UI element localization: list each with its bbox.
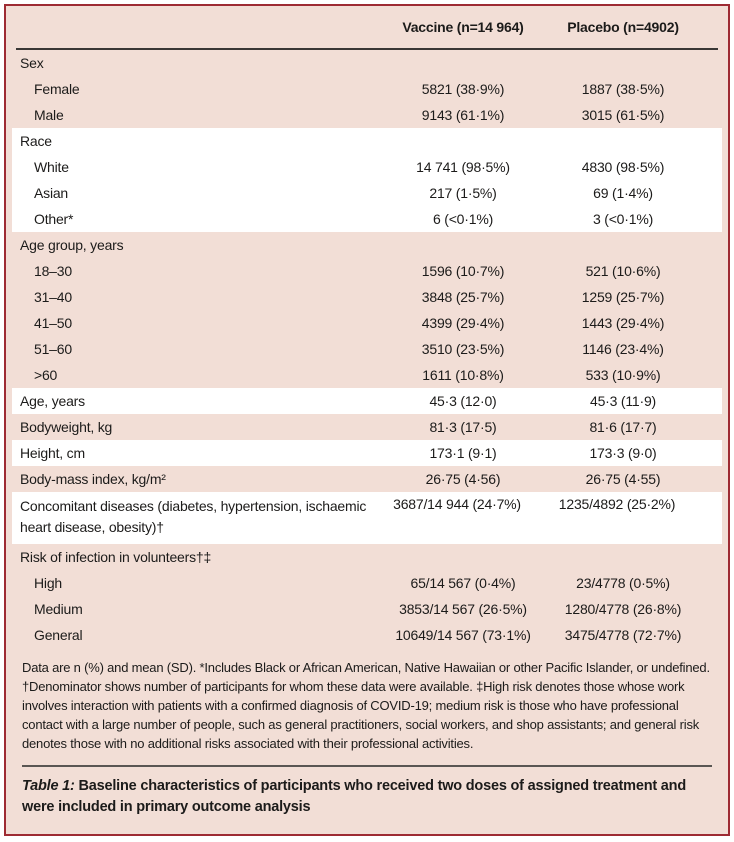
placebo-value: 533 (10·9%)	[585, 366, 661, 383]
table-row	[12, 310, 722, 336]
row-label: Age group, years	[20, 236, 124, 253]
placebo-value: 69 (1·4%)	[593, 184, 653, 201]
row-label: 41–50	[34, 314, 72, 331]
caption-table-number: Table 1:	[22, 778, 75, 794]
vaccine-value: 173·1 (9·1)	[429, 444, 497, 461]
row-label: Concomitant diseases (diabetes, hypertension, ischaemic heart disease, obesity)†	[20, 498, 367, 535]
table-row	[12, 596, 722, 622]
placebo-value: 3475/4778 (72·7%)	[564, 626, 682, 643]
vaccine-value: 6 (<0·1%)	[432, 210, 494, 227]
row-label: 51–60	[34, 340, 72, 357]
row-label: Race	[20, 132, 52, 149]
vaccine-value: 1596 (10·7%)	[421, 262, 505, 279]
placebo-value: 521 (10·6%)	[585, 262, 661, 279]
table-rows	[12, 50, 722, 648]
table-row	[12, 362, 722, 388]
placebo-value: 173·3 (9·0)	[589, 444, 657, 461]
vaccine-value: 3510 (23·5%)	[421, 340, 505, 357]
placebo-value: 3015 (61·5%)	[581, 106, 665, 123]
caption-text: Baseline characteristics of participants who received two doses of assigned treatment and were included in primary outcome analysis	[22, 778, 686, 815]
table-row	[12, 388, 722, 414]
section-header-row	[12, 232, 722, 258]
row-label: Medium	[34, 600, 83, 617]
table-row	[12, 440, 722, 466]
vaccine-value: 14 741 (98·5%)	[416, 158, 510, 175]
placebo-value: 1887 (38·5%)	[581, 80, 665, 97]
placebo-value: 1280/4778 (26·8%)	[564, 600, 682, 617]
vaccine-value: 65/14 567 (0·4%)	[410, 574, 516, 591]
placebo-value: 26·75 (4·55)	[585, 470, 661, 487]
vaccine-value: 10649/14 567 (73·1%)	[395, 626, 531, 643]
vaccine-value: 1611 (10·8%)	[422, 366, 504, 383]
table-row	[12, 206, 722, 232]
placebo-value: 81·6 (17·7)	[589, 418, 657, 435]
baseline-characteristics-table	[4, 4, 730, 836]
table-row	[12, 180, 722, 206]
row-label: Other*	[34, 210, 74, 227]
table-row	[12, 414, 722, 440]
vaccine-value: 45·3 (12·0)	[429, 392, 497, 409]
placebo-value: 1235/4892 (25·2%)	[558, 496, 676, 512]
row-label: Bodyweight, kg	[20, 418, 113, 435]
placebo-value: 3 (<0·1%)	[592, 210, 654, 227]
row-label: 31–40	[34, 288, 72, 305]
row-label: Female	[34, 80, 80, 97]
placebo-value: 4830 (98·5%)	[581, 158, 665, 175]
row-label: Age, years	[20, 392, 85, 409]
table-row	[12, 154, 722, 180]
row-label: Male	[34, 106, 64, 123]
vaccine-value: 9143 (61·1%)	[421, 106, 505, 123]
vaccine-value: 3687/14 944 (24·7%)	[393, 496, 521, 512]
section-header-row	[12, 50, 722, 76]
vaccine-value: 3853/14 567 (26·5%)	[399, 600, 527, 617]
vaccine-value: 5821 (38·9%)	[421, 80, 505, 97]
table-row	[12, 622, 722, 648]
row-label: Risk of infection in volunteers†‡	[20, 548, 212, 565]
table-row	[12, 570, 722, 596]
table-row	[12, 466, 722, 492]
row-label: Height, cm	[20, 444, 85, 461]
vaccine-value: 4399 (29·4%)	[421, 314, 505, 331]
row-label: >60	[34, 366, 58, 383]
table-footnote: Data are n (%) and mean (SD). *Includes Black or African American, Native Hawaiian or other Pacific Islander, or undefined. †Denominator shows number of participants for whom these data were available. ‡High risk denotes those whose work involves interaction with patients with a confirmed diagnosis of COVID-19; medium risk is those who have professional contact with a large number of people, such as general practitioners, social workers, and shop assistants; and general risk denotes those with no additional risks associated with their professional activities.	[22, 660, 710, 751]
row-label: 18–30	[34, 262, 72, 279]
placebo-value: 45·3 (11·9)	[589, 392, 657, 409]
placebo-value: 1146 (23·4%)	[582, 340, 664, 357]
table-inner	[6, 6, 728, 830]
row-label: Asian	[34, 184, 69, 201]
vaccine-value: 3848 (25·7%)	[421, 288, 505, 305]
placebo-value: 1259 (25·7%)	[581, 288, 665, 305]
row-label: General	[34, 626, 83, 643]
vaccine-value: 217 (1·5%)	[429, 184, 497, 201]
table-row	[12, 492, 722, 544]
table-row	[12, 336, 722, 362]
table-header-row	[12, 6, 722, 48]
row-label: White	[34, 158, 69, 175]
header-placebo-column: Placebo (n=4902)	[567, 19, 679, 35]
header-vaccine-column: Vaccine (n=14 964)	[402, 19, 524, 35]
row-label: Sex	[20, 54, 44, 71]
placebo-value: 1443 (29·4%)	[581, 314, 665, 331]
table-row	[12, 284, 722, 310]
table-row	[12, 258, 722, 284]
vaccine-value: 26·75 (4·56)	[425, 470, 501, 487]
section-header-row	[12, 544, 722, 570]
table-caption	[12, 767, 722, 830]
section-header-row	[12, 128, 722, 154]
table-row	[12, 76, 722, 102]
row-label: Body-mass index, kg/m²	[20, 470, 166, 487]
row-label: High	[34, 574, 62, 591]
vaccine-value: 81·3 (17·5)	[429, 418, 497, 435]
placebo-value: 23/4778 (0·5%)	[576, 574, 670, 591]
table-row	[12, 102, 722, 128]
